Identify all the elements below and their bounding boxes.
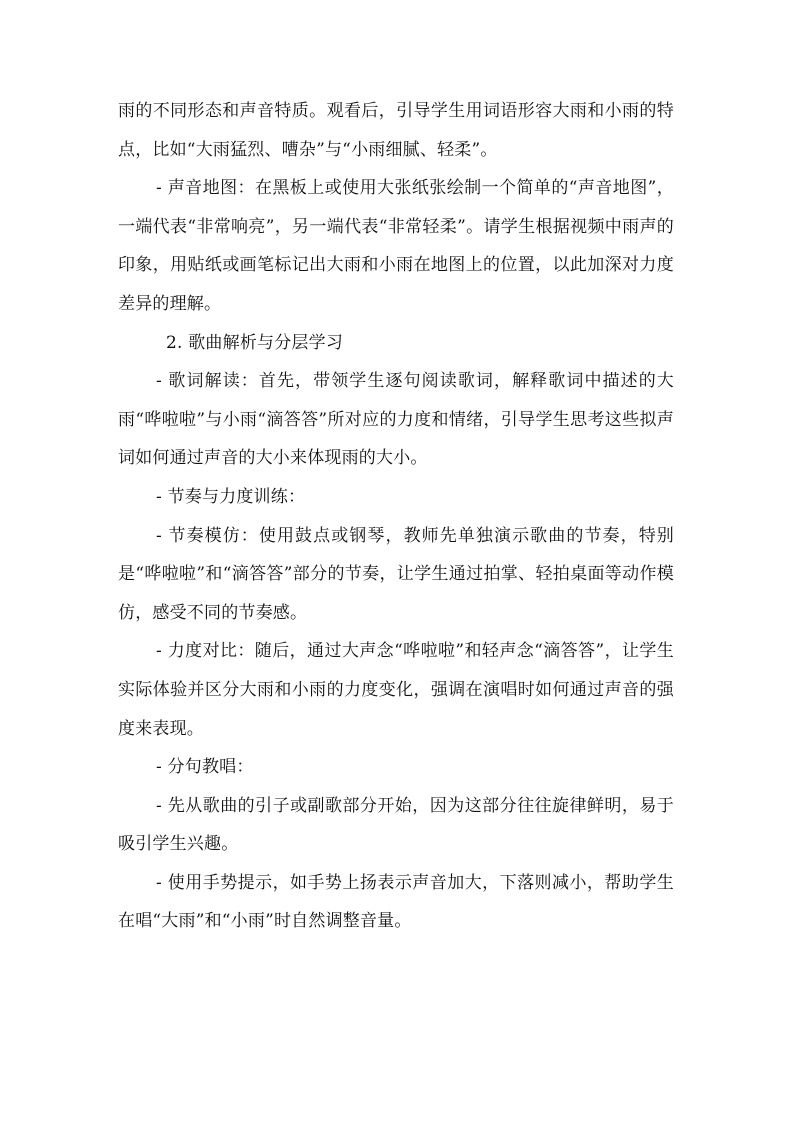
paragraph-lyrics-reading: - 歌词解读：首先，带领学生逐句阅读歌词，解释歌词中描述的大雨“哗啦啦”与小雨“滴答答”所对应的力度和情绪，引导学生思考这些拟声词如何通过声音的大小来体现雨的大小。	[118, 371, 674, 469]
paragraph-chorus-start: - 先从歌曲的引子或副歌部分开始，因为这部分往往旋律鲜明，易于吸引学生兴趣。	[118, 795, 674, 855]
paragraph-sound-map: - 声音地图：在黑板上或使用大张纸张绘制一个简单的“声音地图”，一端代表“非常响亮”，另一端代表“非常轻柔”。请学生根据视频中雨声的印象，用贴纸或画笔标记出大雨和小雨在地图上的位置，以此加深对力度差异的理解。	[118, 178, 674, 314]
paragraph-dynamics-contrast: - 力度对比：随后，通过大声念“哗啦啦”和轻声念“滴答答”，让学生实际体验并区分大雨和小雨的力度变化，强调在演唱时如何通过声音的强度来表现。	[118, 641, 674, 739]
paragraph-hand-gestures: - 使用手势提示，如手势上扬表示声音加大，下落则减小，帮助学生在唱“大雨”和“小雨”时自然调整音量。	[118, 872, 674, 932]
paragraph-rain-description: 雨的不同形态和声音特质。观看后，引导学生用词语形容大雨和小雨的特点，比如“大雨猛烈、嘈杂”与“小雨细腻、轻柔”。	[118, 101, 674, 160]
paragraph-phrase-teaching: - 分句教唱：	[156, 757, 254, 778]
paragraph-rhythm-imitation: - 节奏模仿：使用鼓点或钢琴，教师先单独演示歌曲的节奏，特别是“哗啦啦”和“滴答答”部分的节奏，让学生通过拍掌、轻拍桌面等动作模仿，感受不同的节奏感。	[118, 525, 674, 623]
section-heading-song-analysis: 2. 歌曲解析与分层学习	[166, 332, 344, 353]
document-body	[118, 92, 674, 941]
paragraph-rhythm-dynamics-training: - 节奏与力度训练：	[156, 486, 306, 507]
